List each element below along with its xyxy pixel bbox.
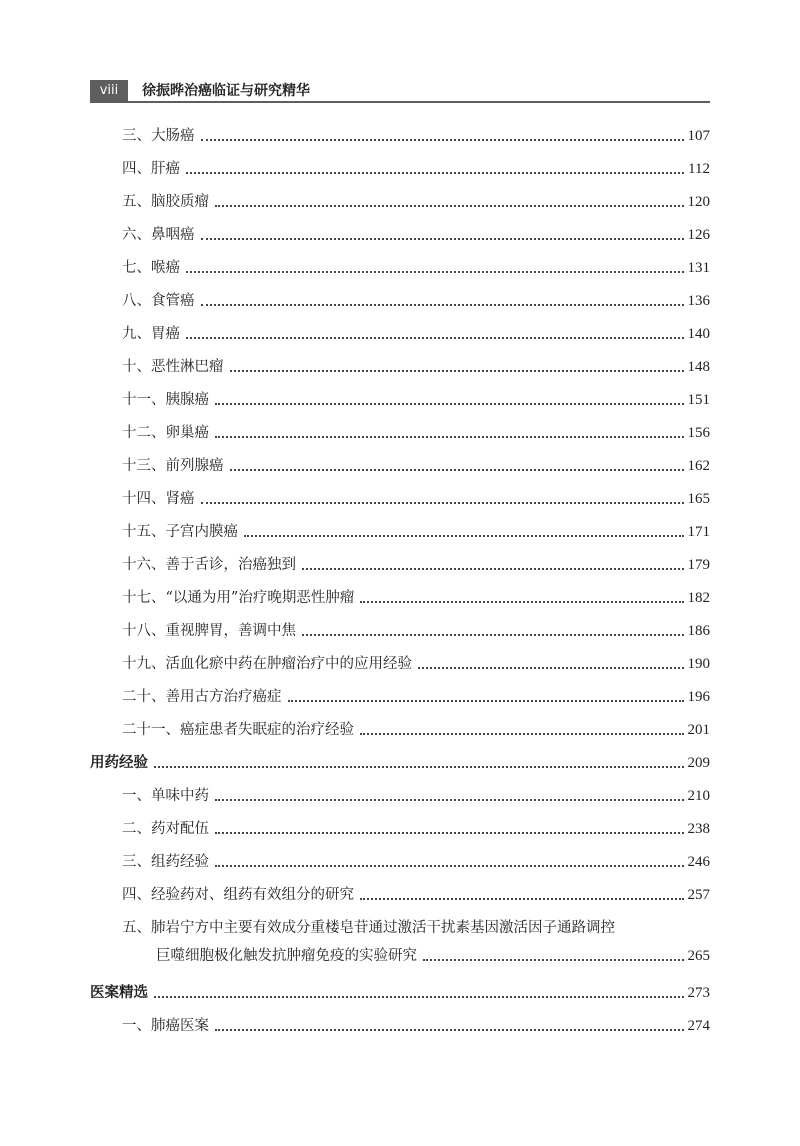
toc-entry-title: 十四、肾癌 (122, 491, 195, 507)
running-header (90, 80, 710, 102)
leader-dots (423, 959, 684, 961)
toc-entry-page: 162 (687, 458, 710, 474)
toc-entry-title: 十五、子宫内膜癌 (122, 524, 238, 540)
header-rule (90, 101, 710, 103)
toc-entry[interactable] (122, 1008, 710, 1036)
leader-dots (302, 634, 684, 636)
toc-entry-title: 二十一、癌症患者失眠症的治疗经验 (122, 722, 354, 738)
toc-entry[interactable] (122, 646, 710, 674)
toc-entry-title: 一、单味中药 (122, 788, 209, 804)
toc-entry[interactable] (122, 184, 710, 212)
toc-entry[interactable] (122, 448, 710, 476)
leader-dots (154, 996, 684, 998)
leader-dots (230, 469, 684, 471)
toc-entry-title: 十二、卵巢癌 (122, 425, 209, 441)
leader-dots (215, 205, 684, 207)
toc-entry[interactable] (122, 283, 710, 311)
toc-entry-title: 十三、前列腺癌 (122, 458, 224, 474)
toc-entry-title: 四、肝癌 (122, 161, 180, 177)
leader-dots (154, 766, 684, 768)
toc-entry-title: 一、肺癌医案 (122, 1018, 209, 1034)
leader-dots (215, 436, 684, 438)
leader-dots (418, 667, 684, 669)
toc-entry-title: 十七、“以通为用”治疗晚期恶性肿瘤 (122, 590, 355, 606)
toc-entry[interactable] (122, 382, 710, 410)
toc-entry-title: 十一、胰腺癌 (122, 392, 209, 408)
toc-entry-continuation (122, 946, 710, 966)
toc-entry[interactable] (122, 877, 710, 905)
toc-entry-page: 210 (687, 788, 710, 804)
toc-entry-title: 六、鼻咽癌 (122, 227, 195, 243)
toc-entry[interactable] (122, 481, 710, 509)
toc-entry-title: 三、组药经验 (122, 854, 209, 870)
toc-entry-title: 十八、重视脾胃，善调中焦 (122, 623, 296, 639)
page-number: viii (90, 80, 128, 102)
toc-entry-page: 238 (687, 821, 710, 837)
leader-dots (215, 799, 684, 801)
toc-entry-title-cont: 巨噬细胞极化触发抗肿瘤免疫的实验研究 (156, 948, 417, 964)
toc-entry[interactable] (122, 580, 710, 608)
toc-entry-page: 257 (687, 887, 710, 903)
toc-section-page: 273 (687, 985, 710, 1001)
leader-dots (201, 502, 684, 504)
leader-dots (201, 304, 684, 306)
toc-entry[interactable] (122, 217, 710, 245)
toc-entry-page: 165 (687, 491, 710, 507)
toc-entry[interactable] (122, 349, 710, 377)
toc-entry-page: 190 (687, 656, 710, 672)
leader-dots (201, 238, 684, 240)
toc-entry[interactable] (122, 547, 710, 575)
leader-dots (186, 271, 684, 273)
toc-entry-page: 156 (687, 425, 710, 441)
toc-entry[interactable] (122, 316, 710, 344)
toc-entry[interactable] (122, 613, 710, 641)
toc-entry-title: 七、喉癌 (122, 260, 180, 276)
toc-entry-page: 186 (687, 623, 710, 639)
toc-entry-title: 五、肺岩宁方中主要有效成分重楼皂苷通过激活干扰素基因激活因子通路调控 (122, 920, 615, 936)
toc-entry-title: 二、药对配伍 (122, 821, 209, 837)
toc-entry-title: 九、胃癌 (122, 326, 180, 342)
toc-entry-title: 十九、活血化瘀中药在肿瘤治疗中的应用经验 (122, 656, 412, 672)
toc-entry-page: 126 (687, 227, 710, 243)
toc-section-title: 用药经验 (90, 755, 148, 771)
toc-entry[interactable] (122, 778, 710, 806)
toc-entry-page: 131 (687, 260, 710, 276)
toc-entry-page: 246 (687, 854, 710, 870)
toc-entry[interactable] (122, 118, 710, 146)
leader-dots (302, 568, 684, 570)
toc-entry-page: 182 (687, 590, 710, 606)
leader-dots (201, 139, 684, 141)
toc-entry-title: 五、脑胶质瘤 (122, 194, 209, 210)
toc-entry[interactable] (122, 844, 710, 872)
toc-entry[interactable] (122, 514, 710, 542)
leader-dots (244, 535, 684, 537)
leader-dots (360, 601, 683, 603)
toc-entry-title: 四、经验药对、组药有效组分的研究 (122, 887, 354, 903)
toc-section[interactable] (90, 975, 710, 1003)
leader-dots (186, 337, 684, 339)
toc-entry-page: 107 (687, 128, 710, 144)
toc-entry-page: 112 (688, 161, 710, 177)
toc-entry[interactable] (122, 151, 710, 179)
toc-entry-title: 八、食管癌 (122, 293, 195, 309)
leader-dots (360, 733, 684, 735)
toc-entry-page: 136 (687, 293, 710, 309)
toc-section[interactable] (90, 745, 710, 773)
toc-entry[interactable] (122, 415, 710, 443)
toc-entry-page: 140 (687, 326, 710, 342)
toc-entry[interactable] (122, 712, 710, 740)
book-title: 徐振晔治癌临证与研究精华 (142, 83, 310, 99)
toc-entry[interactable] (122, 679, 710, 707)
toc-entry-page: 148 (687, 359, 710, 375)
leader-dots (360, 898, 684, 900)
toc-entry-page: 179 (687, 557, 710, 573)
leader-dots (288, 700, 684, 702)
toc-entry-page: 274 (687, 1018, 710, 1034)
toc-entry-page: 265 (687, 948, 710, 964)
toc-section-title: 医案精选 (90, 985, 148, 1001)
toc-entry-page: 196 (687, 689, 710, 705)
toc-entry[interactable] (122, 811, 710, 839)
leader-dots (215, 865, 684, 867)
leader-dots (215, 832, 684, 834)
toc-entry-page: 151 (687, 392, 710, 408)
leader-dots (215, 1029, 684, 1031)
toc-entry[interactable] (122, 250, 710, 278)
toc-entry-title: 二十、善用古方治疗癌症 (122, 689, 282, 705)
leader-dots (215, 403, 684, 405)
toc-entry-page: 201 (687, 722, 710, 738)
toc-entry-title: 三、大肠癌 (122, 128, 195, 144)
toc-entry-title: 十六、善于舌诊，治癌独到 (122, 557, 296, 573)
leader-dots (186, 172, 684, 174)
toc-entry-multiline[interactable] (122, 918, 710, 966)
toc-entry-page: 120 (687, 194, 710, 210)
toc-section-page: 209 (687, 755, 710, 771)
leader-dots (230, 370, 684, 372)
toc-entry-title: 十、恶性淋巴瘤 (122, 359, 224, 375)
toc-entry-page: 171 (687, 524, 710, 540)
